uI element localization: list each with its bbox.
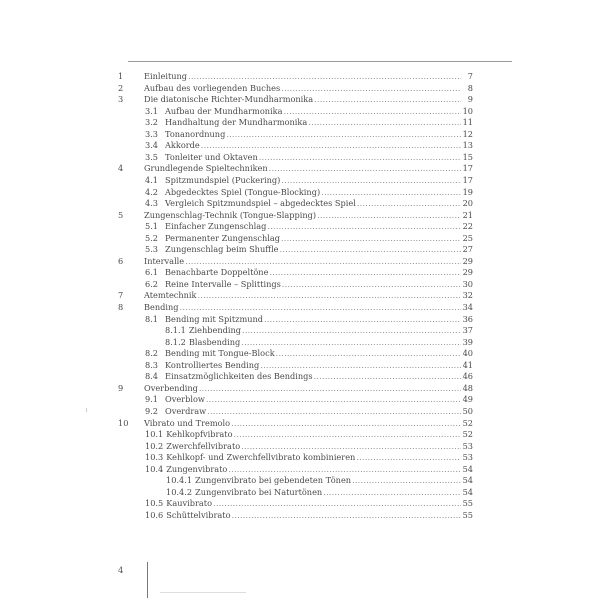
dot-leader xyxy=(188,70,461,82)
toc-entry-page: 9 xyxy=(467,94,473,105)
toc-entry xyxy=(0,497,473,509)
toc-entry xyxy=(0,301,473,313)
toc-entry-page: 54 xyxy=(462,475,473,486)
toc-entry-number: 8.1.2 xyxy=(165,336,186,347)
toc-entry-number: 2 xyxy=(118,82,124,93)
toc-entry xyxy=(0,451,473,463)
toc-entry-number: 10.2 xyxy=(145,440,164,451)
dot-leader xyxy=(259,151,461,163)
toc-entry-number: 8.4 xyxy=(145,371,159,382)
dot-leader xyxy=(281,82,461,94)
dot-leader xyxy=(213,497,461,509)
toc-entry-page: 53 xyxy=(462,452,473,463)
toc-entry-title: Handhaltung der Mundharmonika xyxy=(165,117,308,128)
toc-entry-title: Einsatzmöglichkeiten des Bendings xyxy=(165,371,313,382)
toc-entry-number: 6 xyxy=(118,255,124,266)
toc-entry-page: 52 xyxy=(462,417,473,428)
toc-entry-page: 15 xyxy=(462,151,473,162)
toc-entry-page: 46 xyxy=(462,371,473,382)
toc-entry-title: Overbending xyxy=(144,382,198,393)
toc-entry-title: Kontrolliertes Bending xyxy=(165,359,260,370)
toc-entry xyxy=(0,509,473,521)
toc-entry-page: 17 xyxy=(462,174,473,185)
toc-entry-title: Kehlkopfvibrato xyxy=(166,429,233,440)
dot-leader xyxy=(276,347,461,359)
dot-leader xyxy=(185,255,461,267)
dot-leader xyxy=(280,243,461,255)
toc-entry-page: 7 xyxy=(467,71,473,81)
toc-entry-title: Ziehbending xyxy=(188,325,242,336)
dot-leader xyxy=(317,209,461,221)
toc-entry-number: 5.2 xyxy=(145,232,159,243)
toc-entry xyxy=(0,486,473,498)
toc-entry xyxy=(0,232,473,244)
toc-entry xyxy=(0,463,473,475)
toc-entry-page: 21 xyxy=(462,209,473,220)
toc-entry-number: 9.1 xyxy=(145,394,159,405)
toc-entry-title: Zungenvibrato bei Naturtönen xyxy=(195,486,323,497)
toc-entry-page: 37 xyxy=(462,325,473,336)
dot-leader xyxy=(264,313,461,325)
toc-entry xyxy=(0,359,473,371)
toc-entry xyxy=(0,243,473,255)
toc-entry-title: Die diatonische Richter-Mundharmonika xyxy=(144,94,314,105)
toc-entry xyxy=(0,128,473,140)
toc-entry-title: Bending xyxy=(144,302,179,312)
toc-entry xyxy=(0,70,473,82)
dot-leader xyxy=(242,324,461,336)
toc-entry xyxy=(0,139,473,151)
toc-entry xyxy=(0,324,473,336)
toc-entry xyxy=(0,370,473,382)
toc-entry-page: 52 xyxy=(462,429,473,440)
toc-entry-page: 17 xyxy=(462,163,473,174)
toc-entry-page: 10 xyxy=(462,105,473,116)
toc-entry-page: 25 xyxy=(462,232,473,243)
dot-leader xyxy=(314,370,461,382)
toc-entry xyxy=(0,440,473,452)
toc-entry-page: 54 xyxy=(462,463,473,474)
toc-entry-number: 3.1 xyxy=(145,105,159,116)
toc-entry-number: 4.3 xyxy=(145,198,159,209)
toc-entry xyxy=(0,428,473,440)
toc-entry-page: 39 xyxy=(462,336,473,347)
toc-entry-title: Aufbau des vorliegenden Buches xyxy=(144,82,281,93)
toc-entry-number: 10.5 xyxy=(145,498,164,509)
toc-entry-number: 8.3 xyxy=(145,359,159,370)
toc-entry-number: 5 xyxy=(118,209,124,220)
toc-entry-number: 8 xyxy=(118,302,124,312)
toc-entry-page: 22 xyxy=(462,221,473,232)
toc-entry xyxy=(0,174,473,186)
toc-entry-title: Blasbending xyxy=(188,336,241,347)
toc-entry xyxy=(0,197,473,209)
toc-entry-number: 8.1 xyxy=(145,313,159,324)
margin-mark xyxy=(86,408,87,412)
toc-entry-title: Benachbarte Doppeltöne xyxy=(165,267,269,278)
toc-entry-number: 5.1 xyxy=(145,221,159,232)
toc-entry-title: Bending mit Tongue-Block xyxy=(165,348,275,359)
dot-leader xyxy=(283,105,461,117)
toc-entry xyxy=(0,116,473,128)
toc-entry-title: Tonleiter und Oktaven xyxy=(165,151,258,162)
page-number: 4 xyxy=(118,566,124,576)
dot-leader xyxy=(269,266,461,278)
dot-leader xyxy=(180,301,461,313)
toc-entry-page: 34 xyxy=(462,302,473,312)
toc-entry-title: Zungenschlag-Technik (Tongue-Slapping) xyxy=(144,209,317,220)
toc-entry xyxy=(0,313,473,325)
margin-bar xyxy=(147,562,148,598)
toc-entry-page: 40 xyxy=(462,348,473,359)
toc-entry xyxy=(0,186,473,198)
dot-leader xyxy=(198,289,461,301)
dot-leader xyxy=(201,139,461,151)
toc-entry-title: Intervalle xyxy=(144,255,185,266)
toc-entry xyxy=(0,474,473,486)
toc-entry-page: 30 xyxy=(462,278,473,289)
toc-entry-title: Einfacher Zungenschlag xyxy=(165,221,267,232)
dot-leader xyxy=(321,186,461,198)
toc-entry xyxy=(0,393,473,405)
toc-entry-title: Zungenvibrato bei gebendeten Tönen xyxy=(195,475,352,486)
toc-entry-page: 27 xyxy=(462,244,473,255)
dot-leader xyxy=(282,278,461,290)
toc-entry xyxy=(0,347,473,359)
dot-leader xyxy=(356,451,461,463)
toc-entry-page: 12 xyxy=(462,128,473,139)
toc-entry xyxy=(0,278,473,290)
dot-leader xyxy=(241,440,461,452)
toc-entry-page: 48 xyxy=(462,382,473,393)
dot-leader xyxy=(267,220,461,232)
toc-entry xyxy=(0,336,473,348)
toc-entry xyxy=(0,162,473,174)
toc-entry-number: 10 xyxy=(118,417,129,428)
toc-entry-page: 53 xyxy=(462,440,473,451)
toc-entry-number: 4.1 xyxy=(145,174,159,185)
toc-entry-title: Kehlkopf- und Zwerchfellvibrato kombinieren xyxy=(166,452,356,463)
toc-entry-title: Zungenschlag beim Shuffle xyxy=(165,244,279,255)
toc-entry-title: Tonanordnung xyxy=(165,128,226,139)
toc-entry-number: 9 xyxy=(118,382,124,393)
dot-leader xyxy=(357,197,461,209)
toc-entry-number: 10.4 xyxy=(145,463,164,474)
header-rule xyxy=(128,61,512,62)
toc-entry-number: 10.6 xyxy=(145,509,164,520)
toc-entry-page: 11 xyxy=(462,117,473,128)
toc-entry-title: Grundlegende Spieltechniken xyxy=(144,163,268,174)
toc-entry-page: 50 xyxy=(462,405,473,416)
toc-entry-title: Vibrato und Tremolo xyxy=(144,417,231,428)
dot-leader xyxy=(308,116,461,128)
toc-entry-page: 54 xyxy=(462,486,473,497)
dot-leader xyxy=(260,359,461,371)
toc-entry-number: 10.4.2 xyxy=(166,486,193,497)
toc-entry xyxy=(0,105,473,117)
toc-entry xyxy=(0,209,473,221)
toc-entry-number: 6.1 xyxy=(145,267,159,278)
toc-entry-number: 10.3 xyxy=(145,452,164,463)
dot-leader xyxy=(352,474,461,486)
toc-entry-page: 55 xyxy=(462,509,473,520)
toc-entry-number: 8.1.1 xyxy=(165,325,186,336)
dot-leader xyxy=(281,232,461,244)
toc-entry-number: 3.5 xyxy=(145,151,159,162)
toc-entry xyxy=(0,82,473,94)
toc-entry-number: 3.3 xyxy=(145,128,159,139)
toc-entry-page: 55 xyxy=(462,498,473,509)
toc-entry xyxy=(0,255,473,267)
toc-entry xyxy=(0,151,473,163)
toc-entry-title: Reine Intervalle – Splittings xyxy=(165,278,281,289)
toc-entry-title: Overdraw xyxy=(165,405,207,416)
dot-leader xyxy=(206,393,461,405)
dot-leader xyxy=(226,128,461,140)
toc-entry-number: 3.4 xyxy=(145,140,159,151)
toc-entry xyxy=(0,220,473,232)
toc-entry-title: Einleitung xyxy=(144,71,188,81)
toc-entry-title: Permanenter Zungenschlag xyxy=(165,232,280,243)
toc-entry-title: Vergleich Spitzmundspiel – abgedecktes Spiel xyxy=(165,198,356,209)
toc-entry-title: Schüttelvibrato xyxy=(166,509,231,520)
dot-leader xyxy=(207,405,461,417)
toc-entry-page: 36 xyxy=(462,313,473,324)
toc-entry-number: 4 xyxy=(118,163,124,174)
toc-entry-number: 8.2 xyxy=(145,348,159,359)
toc-entry xyxy=(0,93,473,105)
toc-entry-title: Bending mit Spitzmund xyxy=(165,313,264,324)
toc-entry-title: Akkorde xyxy=(165,140,200,151)
dot-leader xyxy=(228,463,461,475)
dot-leader xyxy=(234,428,461,440)
dot-leader xyxy=(231,417,461,429)
toc-entry-number: 6.2 xyxy=(145,278,159,289)
toc-entry-number: 3 xyxy=(118,94,124,105)
toc-entry-page: 8 xyxy=(467,82,473,93)
dot-leader xyxy=(281,174,461,186)
dot-leader xyxy=(314,93,461,105)
toc-entry-number: 4.2 xyxy=(145,186,159,197)
toc-entry xyxy=(0,266,473,278)
toc-entry-number: 1 xyxy=(118,71,124,81)
toc-entry-title: Zungenvibrato xyxy=(166,463,228,474)
toc-entry-page: 13 xyxy=(462,140,473,151)
toc-entry-title: Abgedecktes Spiel (Tongue-Blocking) xyxy=(165,186,321,197)
dot-leader xyxy=(323,486,461,498)
toc-entry-number: 5.3 xyxy=(145,244,159,255)
toc-entry xyxy=(0,417,473,429)
dot-leader xyxy=(232,509,461,521)
toc-entry-number: 7 xyxy=(118,290,124,301)
toc-entry-page: 19 xyxy=(462,186,473,197)
dot-leader xyxy=(269,162,461,174)
toc-entry-title: Overblow xyxy=(165,394,205,405)
toc-entry xyxy=(0,405,473,417)
toc-entry-title: Aufbau der Mundharmonika xyxy=(165,105,283,116)
dot-leader xyxy=(241,336,461,348)
toc-entry-page: 41 xyxy=(462,359,473,370)
toc-entry-number: 3.2 xyxy=(145,117,159,128)
toc-entry-number: 10.4.1 xyxy=(166,475,193,486)
toc-entry xyxy=(0,289,473,301)
toc-entry-page: 29 xyxy=(462,267,473,278)
toc-entry-page: 32 xyxy=(462,290,473,301)
footer-rule xyxy=(160,592,246,593)
toc-entry-title: Zwerchfellvibrato xyxy=(166,440,241,451)
toc-entry-page: 49 xyxy=(462,394,473,405)
toc-entry-page: 20 xyxy=(462,198,473,209)
toc-entry-title: Kauvibrato xyxy=(166,498,213,509)
toc-entry-title: Atemtechnik xyxy=(144,290,197,301)
dot-leader xyxy=(199,382,461,394)
toc-entry-page: 29 xyxy=(462,255,473,266)
toc-entry-title: Spitzmundspiel (Puckering) xyxy=(165,174,281,185)
toc-entry-number: 10.1 xyxy=(145,429,164,440)
toc-entry xyxy=(0,382,473,394)
toc-entry-number: 9.2 xyxy=(145,405,159,416)
